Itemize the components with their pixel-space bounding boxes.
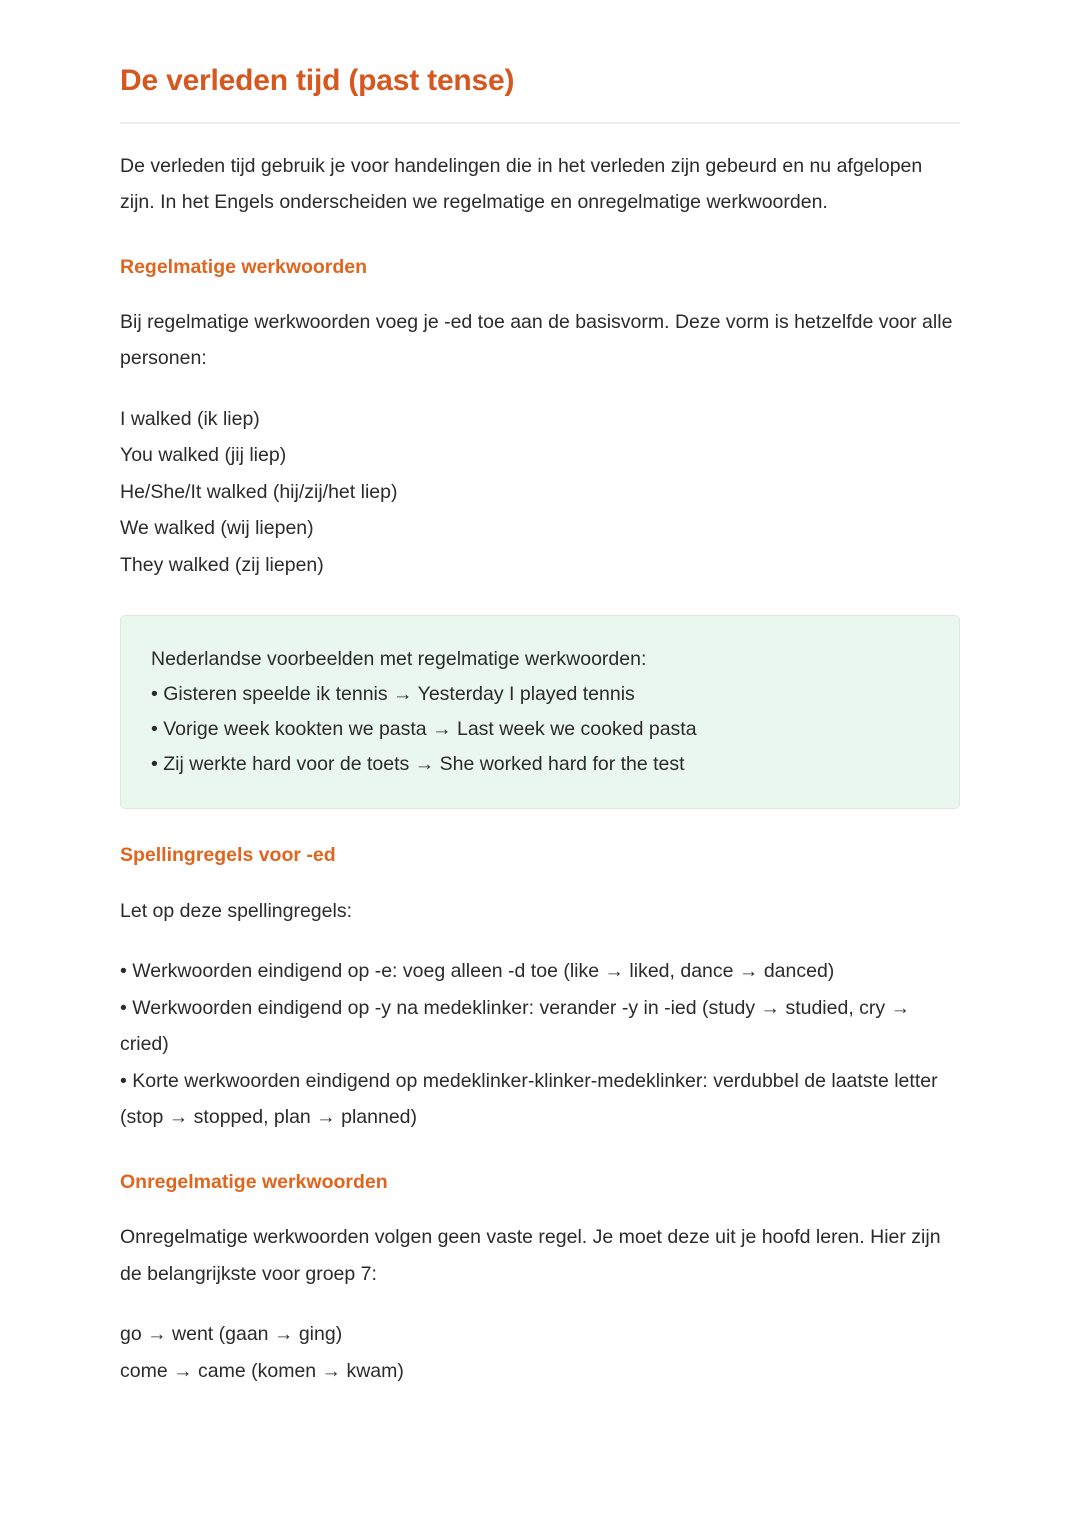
- list-item: We walked (wij liepen): [120, 517, 314, 540]
- section-heading-spellingregels: Spellingregels voor -ed: [120, 844, 336, 867]
- list-item: You walked (jij liep): [120, 444, 287, 467]
- irregular-verbs-paragraph: Onregelmatige werkwoorden volgen geen vaste regel. Je moet deze uit je hoofd leren. Hier zijn de belangrijkste voor groep 7:: [120, 1226, 941, 1285]
- list-item: come → came (komen → kwam): [120, 1359, 404, 1382]
- spelling-intro-paragraph: Let op deze spellingregels:: [120, 899, 352, 922]
- list-item: He/She/It walked (hij/zij/het liep): [120, 480, 398, 503]
- page-title: De verleden tijd (past tense): [120, 64, 515, 97]
- list-item: go → went (gaan → ging): [120, 1323, 343, 1346]
- list-item: • Zij werkte hard voor de toets → She worked hard for the test: [151, 753, 685, 776]
- list-item: • Korte werkwoorden eindigend op medeklinker-klinker-medeklinker: verdubbel de laatste letter (stop → stopped, plan → planned): [120, 1069, 938, 1129]
- section-heading-onregelmatige-werkwoorden: Onregelmatige werkwoorden: [120, 1170, 388, 1193]
- list-item: • Werkwoorden eindigend op -e: voeg alleen -d toe (like → liked, dance → danced): [120, 960, 835, 983]
- section-heading-regelmatige-werkwoorden: Regelmatige werkwoorden: [120, 255, 368, 278]
- list-item: • Vorige week kookten we pasta → Last week we cooked pasta: [151, 718, 697, 741]
- list-item: I walked (ik liep): [120, 407, 260, 430]
- irregular-verb-list: [120, 1316, 960, 1389]
- spelling-rules-list: [120, 953, 960, 1136]
- regular-verbs-paragraph: Bij regelmatige werkwoorden voeg je -ed toe aan de basisvorm. Deze vorm is hetzelfde voor alle personen:: [120, 310, 953, 370]
- list-item: • Werkwoorden eindigend op -y na medeklinker: verander -y in -ied (study → studied, cry → cried): [120, 996, 911, 1056]
- list-item: They walked (zij liepen): [120, 553, 324, 576]
- list-item: • Gisteren speelde ik tennis → Yesterday I played tennis: [151, 683, 635, 706]
- intro-paragraph: De verleden tijd gebruik je voor handelingen die in het verleden zijn gebeurd en nu afgelopen zijn. In het Engels onderscheiden we regelmatige en onregelmatige werkwoorden.: [120, 154, 923, 213]
- title-divider: [120, 122, 960, 124]
- conjugation-list: [120, 401, 960, 584]
- examples-callout-box: [120, 615, 960, 809]
- callout-title: Nederlandse voorbeelden met regelmatige werkwoorden:: [151, 648, 647, 671]
